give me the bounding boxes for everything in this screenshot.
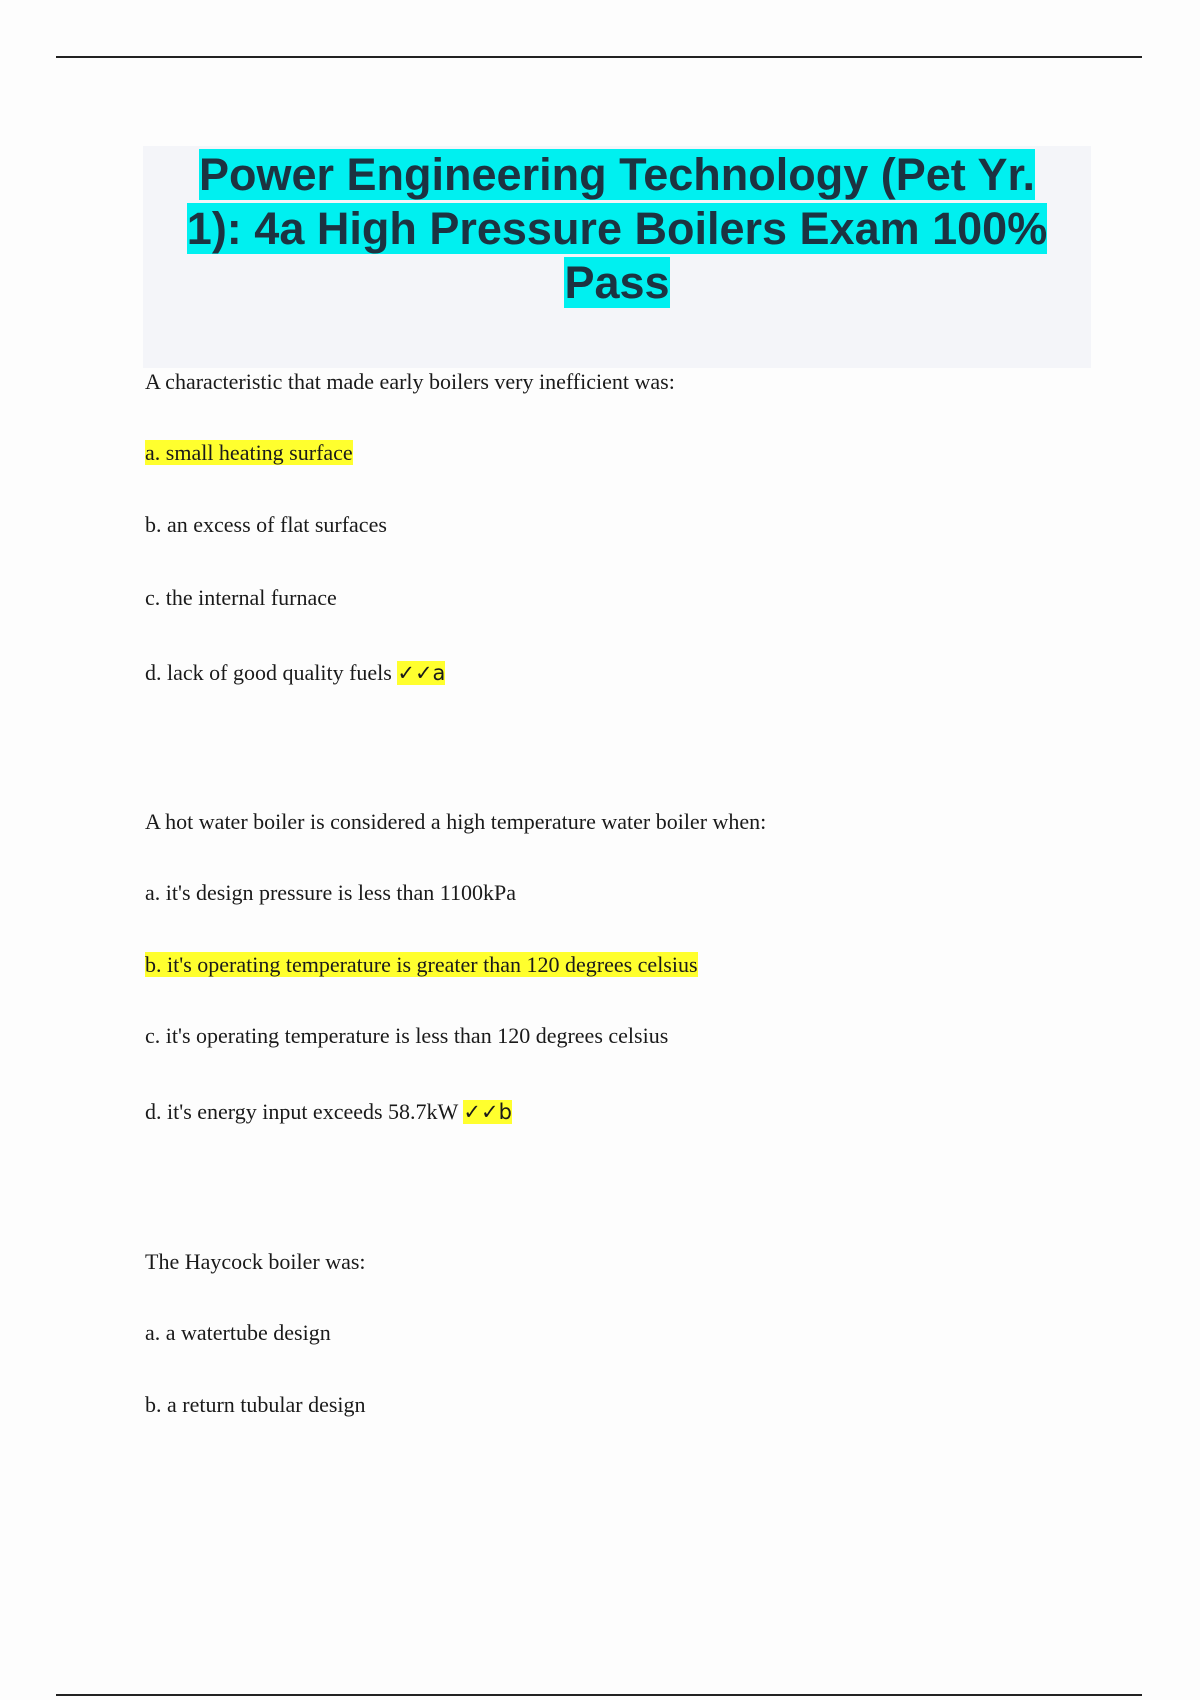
question-1-option-d <box>145 659 445 687</box>
answer-mark: ✓✓a <box>397 661 446 685</box>
option-text: d. lack of good quality fuels <box>145 660 392 685</box>
correct-answer-highlight: a. small heating surface <box>145 440 353 465</box>
question-3-option-b: b. a return tubular design <box>145 1392 366 1417</box>
title-box <box>143 146 1091 368</box>
correct-answer-highlight: b. it's operating temperature is greater than 120 degrees celsius <box>145 952 698 977</box>
title-line-3: Pass <box>564 257 670 308</box>
question-1-option-a <box>145 439 353 467</box>
title-line-1: Power Engineering Technology (Pet Yr. <box>199 149 1035 200</box>
page-title <box>143 146 1091 310</box>
question-2-text: A hot water boiler is considered a high temperature water boiler when: <box>145 809 767 834</box>
bottom-rule <box>56 1694 1142 1696</box>
question-2-option-c: c. it's operating temperature is less than 120 degrees celsius <box>145 1023 669 1048</box>
answer-mark: ✓✓b <box>463 1100 512 1124</box>
top-rule <box>56 56 1142 58</box>
option-text: d. it's energy input exceeds 58.7kW <box>145 1099 458 1124</box>
question-3-option-a: a. a watertube design <box>145 1320 331 1345</box>
question-1-text: A characteristic that made early boilers very inefficient was: <box>145 369 675 394</box>
title-line-2: 1): 4a High Pressure Boilers Exam 100% <box>186 203 1048 254</box>
question-3-text: The Haycock boiler was: <box>145 1249 366 1274</box>
question-2-option-d <box>145 1098 512 1126</box>
question-1-option-c: c. the internal furnace <box>145 585 337 610</box>
question-1-option-b: b. an excess of flat surfaces <box>145 512 387 537</box>
question-2-option-a: a. it's design pressure is less than 1100kPa <box>145 880 516 905</box>
question-2-option-b <box>145 951 698 979</box>
